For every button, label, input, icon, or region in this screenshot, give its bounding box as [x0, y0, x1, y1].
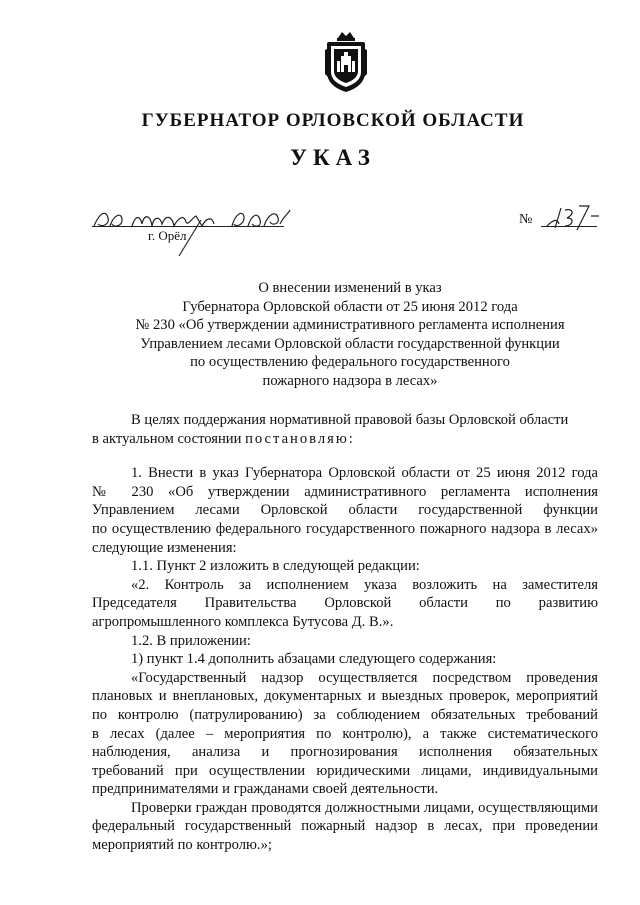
- decree-subject: [100, 279, 600, 391]
- quote-line: в лесах (далее – мероприятия по контролю), а также систематического: [92, 725, 598, 742]
- paragraph-line: 1.2. В приложении:: [131, 632, 251, 649]
- quote-line: наблюдения, анализа и прогнозирования исполнения обязательных: [92, 744, 598, 761]
- preamble-line: [92, 430, 598, 449]
- preamble-spaced-word: постановляю: [245, 430, 349, 447]
- quote-line: агропромышленного комплекса Бутусова Д. В.».: [92, 613, 394, 630]
- number-label: №: [519, 212, 533, 227]
- subject-line: Управлением лесами Орловской области государственной функции: [140, 335, 560, 352]
- paragraph-line: следующие изменения:: [92, 539, 237, 556]
- quote-line: «2. Контроль за исполнением указа возложить на заместителя: [131, 576, 598, 593]
- paragraph-gap: [92, 448, 598, 464]
- handwritten-number: [543, 200, 603, 232]
- paragraph-line: по осуществлению федерального государственного пожарного надзора в лесах»: [92, 520, 598, 537]
- paragraph-line: Управлением лесами Орловской области государственной функции: [92, 502, 598, 519]
- preamble-text: в актуальном состоянии: [92, 430, 242, 447]
- preamble-colon: :: [348, 430, 353, 447]
- subject-line: по осуществлению федерального государственного: [190, 354, 510, 371]
- quote-line: требований при осуществлении юридическими лицами, индивидуальными: [92, 762, 598, 779]
- quote-line: плановых и внеплановых, документарных и выездных проверок, мероприятий: [92, 688, 598, 705]
- number-underline: [541, 226, 597, 227]
- subject-line: О внесении изменений в указ: [258, 280, 442, 296]
- paragraph-line: 1) пункт 1.4 дополнить абзацами следующего содержания:: [131, 651, 497, 668]
- subject-line: Губернатора Орловской области от 25 июня 2012 года: [182, 298, 518, 315]
- quote-line: «Государственный надзор осуществляется посредством проведения: [131, 669, 598, 686]
- organization-title: ГУБЕРНАТОР ОРЛОВСКОЙ ОБЛАСТИ: [141, 110, 525, 131]
- quote-line: Председателя Правительства Орловской области по развитию: [92, 595, 598, 612]
- subject-line: № 230 «Об утверждении административного регламента исполнения: [135, 317, 565, 334]
- quote-line: федеральный государственный пожарный надзор в лесах, при проведении: [92, 818, 598, 835]
- document-type: УКАЗ: [290, 145, 376, 170]
- subject-line: пожарного надзора в лесах»: [262, 372, 438, 389]
- paragraph-line: 1.1. Пункт 2 изложить в следующей редакции:: [131, 558, 420, 575]
- quote-line: по контролю (патрулированию) за соблюдением обязательных требований: [92, 706, 598, 723]
- decree-body: [92, 411, 598, 855]
- paragraph-line: № 230 «Об утверждении административного регламента исполнения: [92, 483, 598, 500]
- city-label: г. Орёл: [148, 228, 187, 243]
- preamble-line: В целях поддержания нормативной правовой базы Орловской области: [131, 412, 569, 428]
- coat-of-arms-icon: [322, 28, 370, 94]
- quote-line: Проверки граждан проводятся должностными лицами, осуществляющими: [131, 799, 598, 816]
- paragraph-line: 1. Внести в указ Губернатора Орловской области от 25 июня 2012 года: [131, 465, 598, 482]
- quote-line: мероприятий по контролю.»;: [92, 837, 272, 854]
- city-signature-stroke: [175, 218, 205, 258]
- quote-line: предпринимателями и гражданами своей деятельности.: [92, 781, 439, 798]
